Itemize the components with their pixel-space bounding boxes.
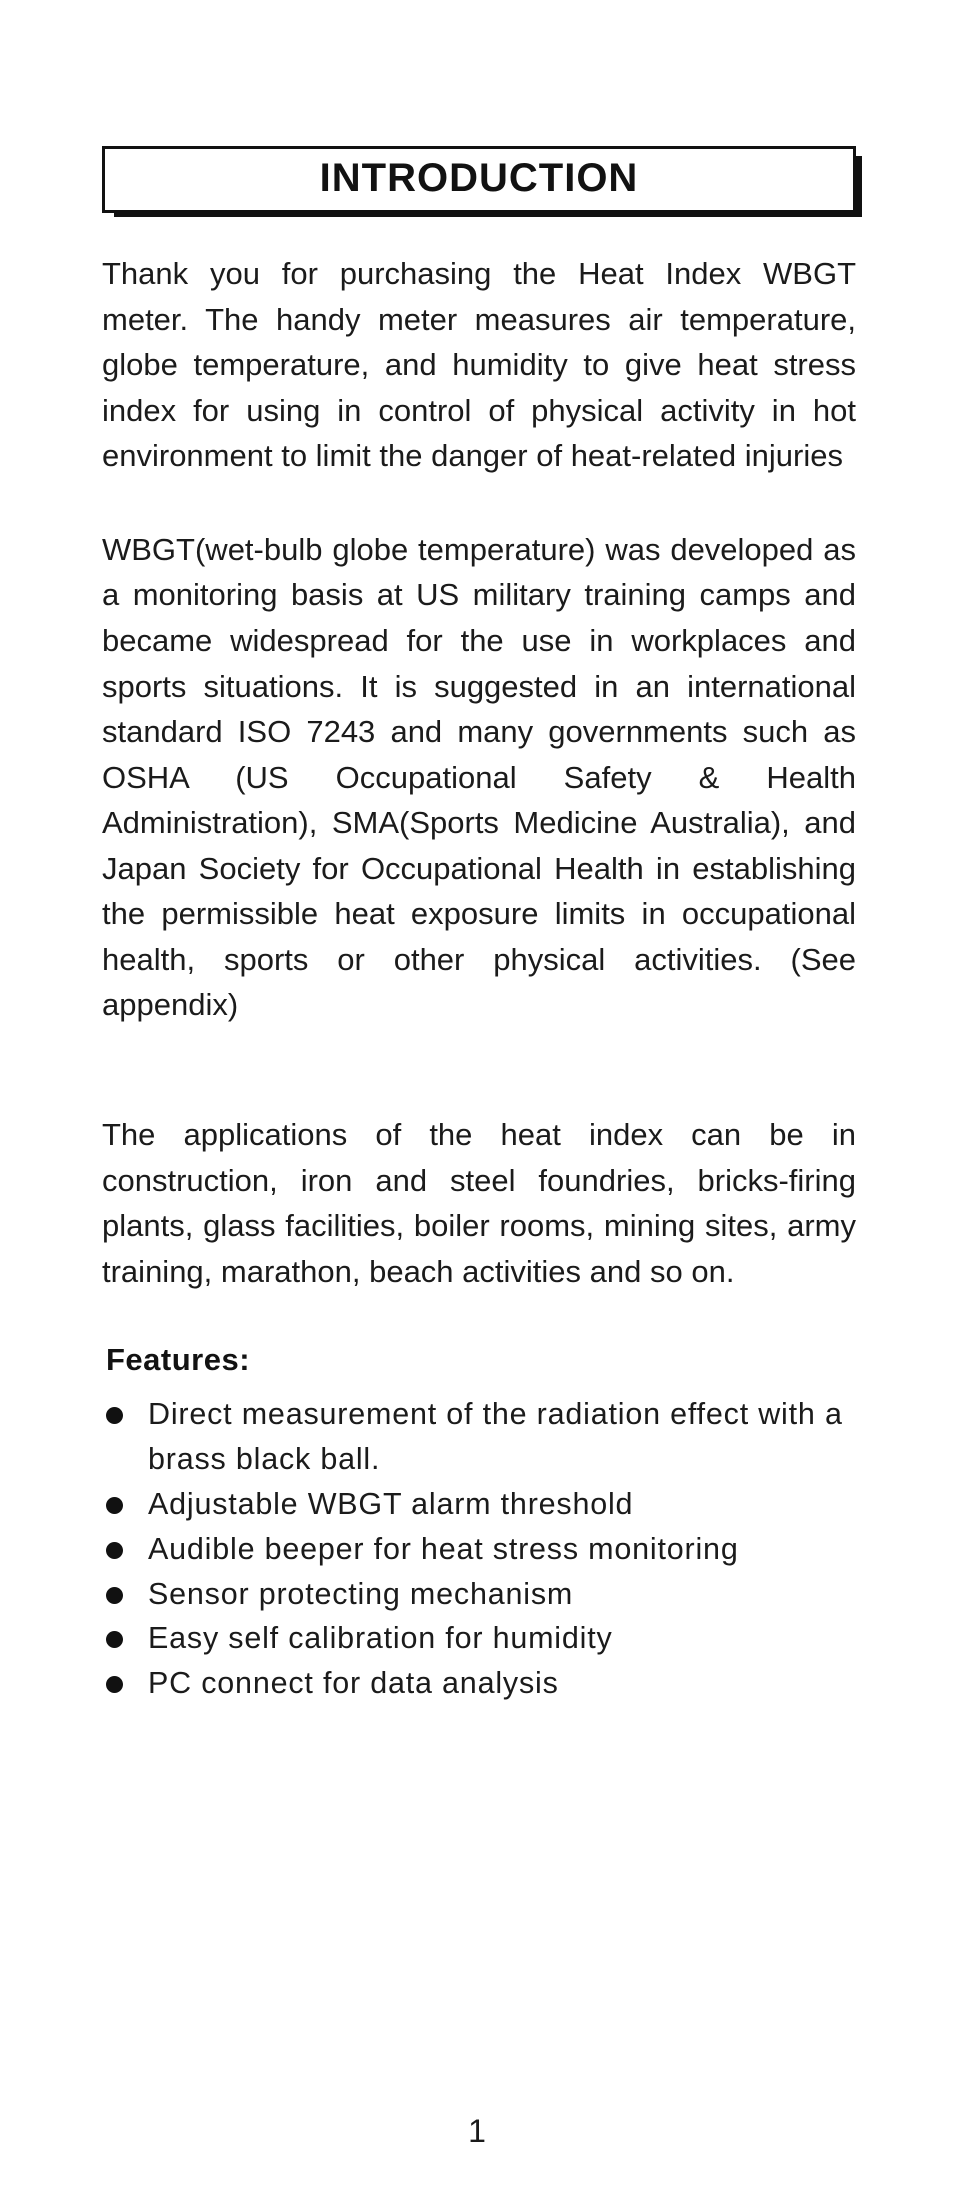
- bullet-icon: [106, 1497, 123, 1514]
- feature-item: [104, 1482, 856, 1527]
- feature-item: [104, 1572, 856, 1617]
- bullet-icon: [106, 1407, 123, 1424]
- feature-text: Adjustable WBGT alarm threshold: [148, 1486, 634, 1521]
- intro-paragraph-1: Thank you for purchasing the Heat Index WBGT meter. The handy meter measures air temperature, globe temperature, and humidity to give heat stress index for using in control of physical activity in hot environment to limit the danger of heat-related injuries: [102, 256, 856, 474]
- feature-text: Direct measurement of the radiation effect with a brass black ball.: [148, 1397, 843, 1477]
- feature-item: [104, 1616, 856, 1661]
- feature-item: [104, 1527, 856, 1572]
- bullet-icon: [106, 1587, 123, 1604]
- features-list: [104, 1392, 856, 1706]
- section-title-box: [102, 146, 856, 213]
- feature-item: [104, 1661, 856, 1706]
- feature-text: Audible beeper for heat stress monitoring: [148, 1531, 739, 1566]
- features-heading: Features:: [106, 1342, 251, 1378]
- intro-paragraph-3: The applications of the heat index can be in construction, iron and steel foundries, bricks-firing plants, glass facilities, boiler rooms, mining sites, army training, marathon, beach activities and so on.: [102, 1117, 856, 1289]
- feature-text: Easy self calibration for humidity: [148, 1621, 613, 1656]
- bullet-icon: [106, 1542, 123, 1559]
- page-title: INTRODUCTION: [319, 156, 639, 200]
- feature-text: Sensor protecting mechanism: [148, 1576, 574, 1611]
- bullet-icon: [106, 1631, 123, 1648]
- feature-item: [104, 1392, 856, 1482]
- feature-text: PC connect for data analysis: [148, 1666, 559, 1701]
- bullet-icon: [106, 1676, 123, 1693]
- page-number: 1: [468, 2113, 486, 2149]
- intro-paragraph-2: WBGT(wet-bulb globe temperature) was developed as a monitoring basis at US military training camps and became widespread for the use in workplaces and sports situations. It is suggested in an international standard ISO 7243 and many governments such as OSHA (US Occupational Safety & Health Administration), SMA(Sports Medicine Australia), and Japan Society for Occupational Health in establishing the permissible heat exposure limits in occupational health, sports or other physical activities. (See appendix): [102, 531, 856, 1023]
